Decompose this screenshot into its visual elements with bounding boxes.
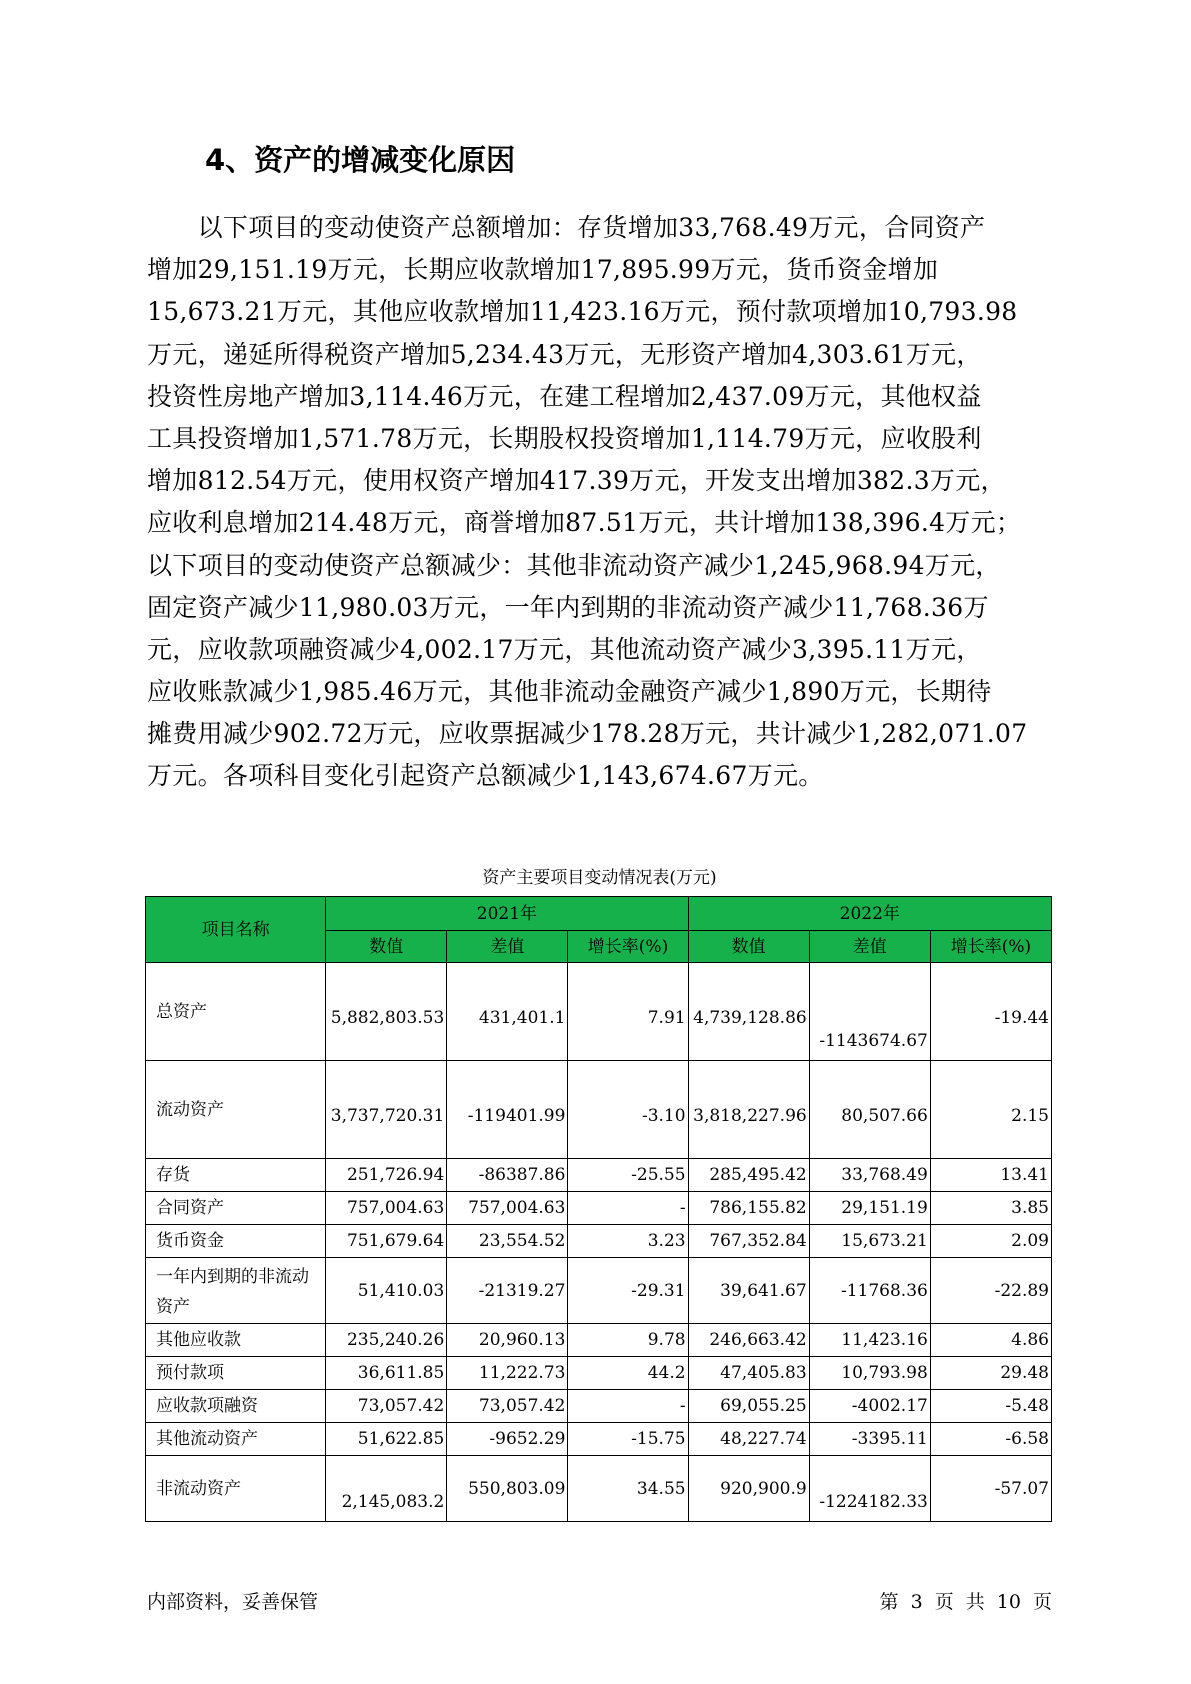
row-name: 货币资金 bbox=[146, 1225, 326, 1258]
diff-2021: 20,960.13 bbox=[447, 1324, 568, 1357]
paragraph-line: 应收利息增加214.48万元，商誉增加87.51万元，共计增加138,396.4万元； bbox=[147, 508, 1022, 538]
rate-2021: 34.55 bbox=[568, 1456, 688, 1522]
value-2021: 251,726.94 bbox=[326, 1159, 447, 1192]
diff-2021: -86387.86 bbox=[447, 1159, 568, 1192]
rate-2021: 44.2 bbox=[568, 1357, 688, 1390]
row-name: 合同资产 bbox=[146, 1192, 326, 1225]
table-row bbox=[146, 1159, 1052, 1192]
row-name: 流动资产 bbox=[146, 1061, 326, 1159]
table-caption: 资产主要项目变动情况表(万元) bbox=[482, 868, 717, 888]
value-2022: 3,818,227.96 bbox=[688, 1061, 809, 1159]
header-value-2021: 数值 bbox=[326, 931, 447, 963]
header-item-name: 项目名称 bbox=[146, 897, 326, 963]
diff-2021: 550,803.09 bbox=[447, 1456, 568, 1522]
header-diff-2022: 差值 bbox=[809, 931, 930, 963]
rate-2022: 13.41 bbox=[930, 1159, 1051, 1192]
table-row bbox=[146, 963, 1052, 1061]
value-2021: 757,004.63 bbox=[326, 1192, 447, 1225]
table-row bbox=[146, 1390, 1052, 1423]
rate-2022: 4.86 bbox=[930, 1324, 1051, 1357]
value-2022: 767,352.84 bbox=[688, 1225, 809, 1258]
row-name: 其他流动资产 bbox=[146, 1423, 326, 1456]
value-2021: 3,737,720.31 bbox=[326, 1061, 447, 1159]
rate-2022: -6.58 bbox=[930, 1423, 1051, 1456]
paragraph-line: 元，应收款项融资减少4,002.17万元，其他流动资产减少3,395.11万元， bbox=[147, 634, 982, 664]
footer-page-number: 第 3 页 共 10 页 bbox=[879, 1591, 1052, 1613]
diff-2022: 15,673.21 bbox=[809, 1225, 930, 1258]
value-2022: 786,155.82 bbox=[688, 1192, 809, 1225]
header-year-2021: 2021年 bbox=[326, 897, 688, 931]
value-2021: 51,410.03 bbox=[326, 1258, 447, 1324]
value-2021: 73,057.42 bbox=[326, 1390, 447, 1423]
paragraph-line: 以下项目的变动使资产总额增加：存货增加33,768.49万元，合同资产 bbox=[147, 213, 986, 242]
value-2021: 235,240.26 bbox=[326, 1324, 447, 1357]
diff-2022: -4002.17 bbox=[809, 1390, 930, 1423]
paragraph-line: 万元。各项科目变化引起资产总额减少1,143,674.67万元。 bbox=[147, 761, 824, 791]
table-row bbox=[146, 1192, 1052, 1225]
row-name: 一年内到期的非流动资产 bbox=[146, 1258, 326, 1324]
diff-2021: 11,222.73 bbox=[447, 1357, 568, 1390]
diff-2022: 10,793.98 bbox=[809, 1357, 930, 1390]
paragraph-line: 增加812.54万元，使用权资产增加417.39万元，开发支出增加382.3万元， bbox=[147, 466, 1006, 496]
paragraph-line: 15,673.21万元，其他应收款增加11,423.16万元，预付款项增加10,793.98 bbox=[147, 297, 1018, 327]
value-2022: 48,227.74 bbox=[688, 1423, 809, 1456]
row-name: 非流动资产 bbox=[146, 1456, 326, 1522]
value-2021: 5,882,803.53 bbox=[326, 963, 447, 1061]
value-2022: 920,900.9 bbox=[688, 1456, 809, 1522]
rate-2021: -29.31 bbox=[568, 1258, 688, 1324]
header-diff-2021: 差值 bbox=[447, 931, 568, 963]
table-row bbox=[146, 1423, 1052, 1456]
rate-2022: 2.15 bbox=[930, 1061, 1051, 1159]
diff-2022: -11768.36 bbox=[809, 1258, 930, 1324]
header-rate-2022: 增长率(%) bbox=[930, 931, 1051, 963]
header-year-2022: 2022年 bbox=[688, 897, 1051, 931]
header-rate-2021: 增长率(%) bbox=[568, 931, 688, 963]
rate-2022: 3.85 bbox=[930, 1192, 1051, 1225]
table-row bbox=[146, 1324, 1052, 1357]
paragraph-line: 应收账款减少1,985.46万元，其他非流动金融资产减少1,890万元，长期待 bbox=[147, 677, 992, 707]
value-2021: 36,611.85 bbox=[326, 1357, 447, 1390]
table-row bbox=[146, 1258, 1052, 1324]
diff-2021: 757,004.63 bbox=[447, 1192, 568, 1225]
diff-2022: 80,507.66 bbox=[809, 1061, 930, 1159]
asset-change-table bbox=[145, 896, 1052, 1522]
diff-2022: -1224182.33 bbox=[809, 1456, 930, 1522]
diff-2021: -119401.99 bbox=[447, 1061, 568, 1159]
diff-2021: -21319.27 bbox=[447, 1258, 568, 1324]
row-name: 其他应收款 bbox=[146, 1324, 326, 1357]
diff-2022: 11,423.16 bbox=[809, 1324, 930, 1357]
value-2022: 47,405.83 bbox=[688, 1357, 809, 1390]
paragraph-line: 万元，递延所得税资产增加5,234.43万元，无形资产增加4,303.61万元， bbox=[147, 339, 982, 369]
diff-2021: 431,401.1 bbox=[447, 963, 568, 1061]
header-value-2022: 数值 bbox=[688, 931, 809, 963]
rate-2021: -3.10 bbox=[568, 1061, 688, 1159]
paragraph-line: 摊费用减少902.72万元，应收票据减少178.28万元，共计减少1,282,071.07 bbox=[147, 719, 1028, 749]
value-2022: 69,055.25 bbox=[688, 1390, 809, 1423]
rate-2021: -25.55 bbox=[568, 1159, 688, 1192]
rate-2021: -15.75 bbox=[568, 1423, 688, 1456]
diff-2022: -1143674.67 bbox=[809, 963, 930, 1061]
section-heading: 4、资产的增减变化原因 bbox=[205, 143, 516, 177]
row-name: 应收款项融资 bbox=[146, 1390, 326, 1423]
diff-2021: -9652.29 bbox=[447, 1423, 568, 1456]
rate-2022: -57.07 bbox=[930, 1456, 1051, 1522]
rate-2021: 9.78 bbox=[568, 1324, 688, 1357]
diff-2021: 23,554.52 bbox=[447, 1225, 568, 1258]
table-row bbox=[146, 1225, 1052, 1258]
diff-2022: 29,151.19 bbox=[809, 1192, 930, 1225]
diff-2022: 33,768.49 bbox=[809, 1159, 930, 1192]
rate-2021: 3.23 bbox=[568, 1225, 688, 1258]
row-name: 预付款项 bbox=[146, 1357, 326, 1390]
table-row bbox=[146, 1357, 1052, 1390]
value-2021: 2,145,083.2 bbox=[326, 1456, 447, 1522]
rate-2022: 29.48 bbox=[930, 1357, 1051, 1390]
paragraph-line: 增加29,151.19万元，长期应收款增加17,895.99万元，货币资金增加 bbox=[147, 255, 939, 285]
value-2022: 39,641.67 bbox=[688, 1258, 809, 1324]
rate-2021: - bbox=[568, 1390, 688, 1423]
value-2022: 285,495.42 bbox=[688, 1159, 809, 1192]
diff-2021: 73,057.42 bbox=[447, 1390, 568, 1423]
rate-2022: -19.44 bbox=[930, 963, 1051, 1061]
paragraph-line: 以下项目的变动使资产总额减少：其他非流动资产减少1,245,968.94万元， bbox=[147, 550, 1001, 580]
rate-2021: - bbox=[568, 1192, 688, 1225]
value-2022: 246,663.42 bbox=[688, 1324, 809, 1357]
footer-confidential-note: 内部资料，妥善保管 bbox=[147, 1591, 319, 1613]
diff-2022: -3395.11 bbox=[809, 1423, 930, 1456]
paragraph-line: 投资性房地产增加3,114.46万元，在建工程增加2,437.09万元，其他权益 bbox=[147, 381, 982, 411]
rate-2022: -5.48 bbox=[930, 1390, 1051, 1423]
rate-2021: 7.91 bbox=[568, 963, 688, 1061]
row-name: 存货 bbox=[146, 1159, 326, 1192]
body-paragraph bbox=[147, 207, 1052, 798]
value-2022: 4,739,128.86 bbox=[688, 963, 809, 1061]
value-2021: 51,622.85 bbox=[326, 1423, 447, 1456]
row-name: 总资产 bbox=[146, 963, 326, 1061]
paragraph-line: 工具投资增加1,571.78万元，长期股权投资增加1,114.79万元，应收股利 bbox=[147, 423, 982, 453]
rate-2022: -22.89 bbox=[930, 1258, 1051, 1324]
value-2021: 751,679.64 bbox=[326, 1225, 447, 1258]
paragraph-line: 固定资产减少11,980.03万元，一年内到期的非流动资产减少11,768.36万 bbox=[147, 592, 989, 622]
table-row bbox=[146, 1456, 1052, 1522]
table-row bbox=[146, 1061, 1052, 1159]
rate-2022: 2.09 bbox=[930, 1225, 1051, 1258]
